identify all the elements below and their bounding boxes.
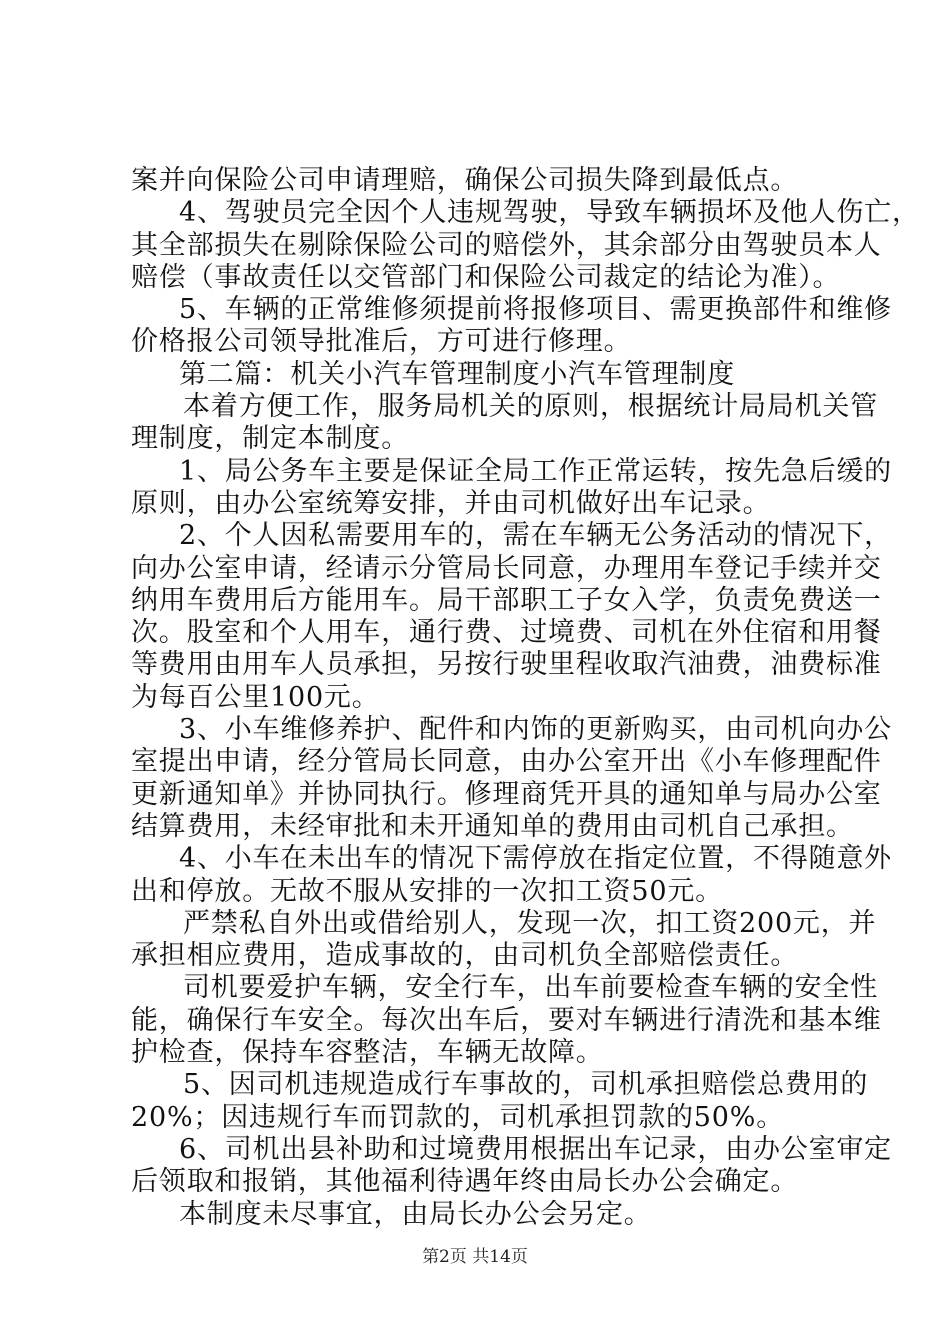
text-line: 为每百公里100元。: [131, 681, 380, 713]
text-line: 6、司机出县补助和过境费用根据出车记录，由办公室审定: [179, 1133, 892, 1165]
text-line: 护检查，保持车容整洁，车辆无故障。: [131, 1037, 604, 1069]
text-line: 20%；因违规行车而罚款的，司机承担罚款的50%。: [131, 1101, 785, 1133]
text-line: 原则，由办公室统筹安排，并由司机做好出车记录。: [131, 487, 771, 519]
text-line: 等费用由用车人员承担，另按行驶里程收取汽油费，油费标准: [131, 649, 882, 681]
text-line: 能，确保行车安全。每次出车后，要对车辆进行清洗和基本维: [131, 1004, 882, 1036]
text-line: 后领取和报销，其他福利待遇年终由局长办公会确定。: [131, 1166, 799, 1198]
text-line: 5、车辆的正常维修须提前将报修项目、需更换部件和维修: [179, 294, 892, 326]
text-line: 本着方便工作，服务局机关的原则，根据统计局局机关管: [183, 391, 878, 423]
text-line: 严禁私自外出或借给别人，发现一次，扣工资200元，并: [183, 907, 877, 939]
section-heading: 第二篇：机关小汽车管理制度小汽车管理制度: [179, 358, 735, 390]
text-line: 更新通知单》并协同执行。修理商凭开具的通知单与局办公室: [131, 778, 882, 810]
text-line: 承担相应费用，造成事故的，由司机负全部赔偿责任。: [131, 940, 799, 972]
text-line: 5、因司机违规造成行车事故的，司机承担赔偿总费用的: [183, 1069, 869, 1101]
text-line: 其全部损失在剔除保险公司的赔偿外，其余部分由驾驶员本人: [131, 229, 882, 261]
text-line: 纳用车费用后方能用车。局干部职工子女入学，负责免费送一: [131, 584, 882, 616]
text-line: 结算费用，未经审批和未开通知单的费用由司机自己承担。: [131, 810, 854, 842]
text-line: 价格报公司领导批准后，方可进行修理。: [131, 326, 632, 358]
text-line: 案并向保险公司申请理赔，确保公司损失降到最低点。: [131, 165, 799, 196]
text-line: 室提出申请，经分管局长同意，由办公室开出《小车修理配件: [131, 746, 882, 778]
page-number: 第2页 共14页: [422, 1247, 528, 1267]
text-line: 司机要爱护车辆，安全行车，出车前要检查车辆的安全性: [183, 972, 878, 1004]
text-line: 本制度未尽事宜，由局长办公会另定。: [179, 1198, 652, 1230]
text-line: 理制度，制定本制度。: [131, 423, 409, 455]
text-line: 次。股室和个人用车，通行费、过境费、司机在外住宿和用餐: [131, 617, 882, 649]
text-line: 4、驾驶员完全因个人违规驾驶，导致车辆损坏及他人伤亡，: [179, 197, 920, 229]
text-line: 1、局公务车主要是保证全局工作正常运转，按先急后缓的: [179, 455, 892, 487]
text-line: 3、小车维修养护、配件和内饰的更新购买，由司机向办公: [179, 714, 892, 746]
text-line: 4、小车在未出车的情况下需停放在指定位置，不得随意外: [179, 843, 892, 875]
text-line: 2、个人因私需要用车的，需在车辆无公务活动的情况下，: [179, 520, 892, 552]
document-body: [131, 165, 920, 1231]
text-line: 出和停放。无故不服从安排的一次扣工资50元。: [131, 875, 723, 907]
text-line: 赔偿（事故责任以交管部门和保险公司裁定的结论为准）。: [131, 261, 841, 293]
text-line: 向办公室申请，经请示分管局长同意，办理用车登记手续并交: [131, 552, 882, 584]
